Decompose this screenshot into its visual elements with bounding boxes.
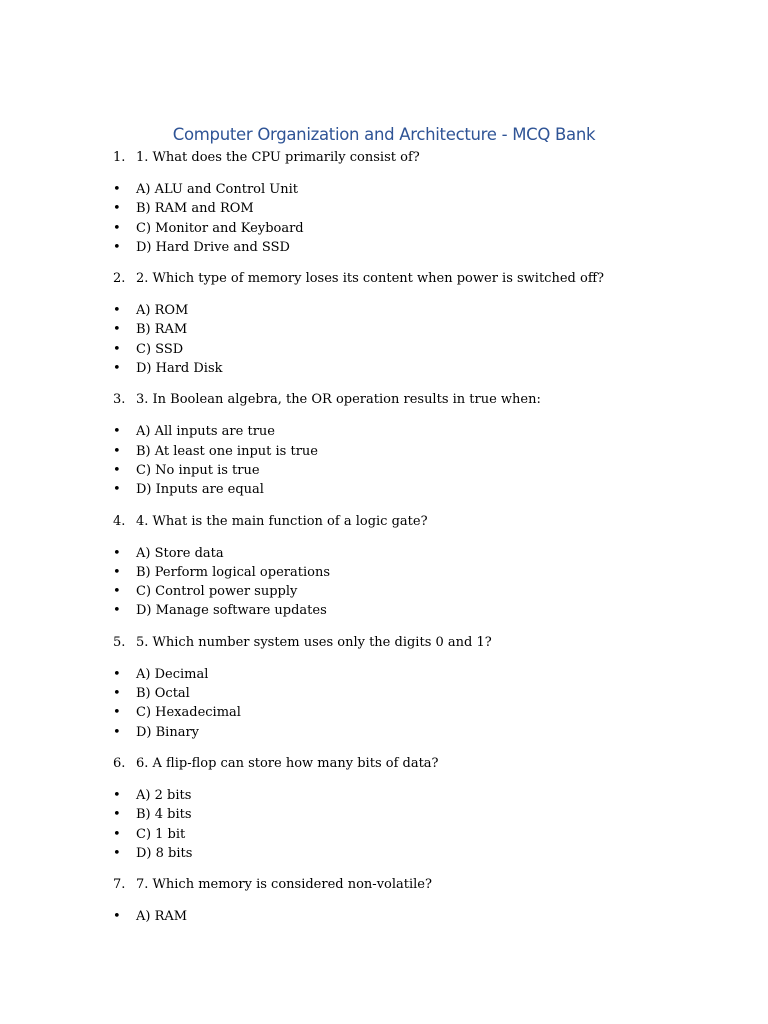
option-text: A) ROM: [136, 303, 189, 319]
option-item: [0, 844, 768, 863]
question-text: 1. What does the CPU primarily consist of?: [136, 150, 420, 165]
option-text: B) RAM and ROM: [136, 201, 254, 217]
question-number: 5.: [113, 634, 126, 650]
bullet-icon: •: [113, 239, 121, 255]
option-item: [0, 340, 768, 359]
option-item: [0, 422, 768, 441]
option-text: A) 2 bits: [136, 787, 192, 803]
question-line: [0, 390, 768, 410]
option-list: [0, 786, 768, 863]
bullet-icon: •: [113, 666, 121, 682]
bullet-icon: •: [113, 482, 121, 498]
option-text: C) 1 bit: [136, 826, 186, 842]
question-list: [0, 148, 768, 938]
option-text: A) All inputs are true: [136, 424, 275, 440]
option-item: [0, 805, 768, 824]
option-text: B) Octal: [136, 686, 190, 702]
option-item: [0, 825, 768, 844]
option-text: C) Hexadecimal: [136, 705, 241, 721]
question-number: 1.: [113, 150, 126, 165]
bullet-icon: •: [113, 845, 121, 861]
bullet-icon: •: [113, 462, 121, 478]
option-text: A) ALU and Control Unit: [136, 182, 298, 197]
question-line: [0, 269, 768, 289]
option-text: C) No input is true: [136, 462, 260, 478]
option-item: [0, 723, 768, 742]
bullet-icon: •: [113, 182, 121, 197]
bullet-icon: •: [113, 303, 121, 319]
option-item: [0, 601, 768, 620]
bullet-icon: •: [113, 424, 121, 440]
bullet-icon: •: [113, 787, 121, 803]
option-item: [0, 665, 768, 684]
question-item: [0, 633, 768, 742]
option-text: D) Hard Drive and SSD: [136, 239, 290, 255]
bullet-icon: •: [113, 603, 121, 619]
option-item: [0, 359, 768, 378]
bullet-icon: •: [113, 807, 121, 823]
option-text: A) RAM: [136, 909, 188, 925]
question-item: [0, 148, 768, 257]
option-list: [0, 665, 768, 742]
option-list: [0, 180, 768, 257]
option-list: [0, 907, 768, 926]
option-text: C) SSD: [136, 341, 184, 357]
option-item: [0, 238, 768, 257]
option-text: A) Store data: [136, 545, 224, 561]
option-item: [0, 461, 768, 480]
bullet-icon: •: [113, 826, 121, 842]
option-item: [0, 219, 768, 238]
bullet-icon: •: [113, 705, 121, 721]
bullet-icon: •: [113, 545, 121, 561]
question-number: 3.: [113, 392, 126, 408]
option-item: [0, 442, 768, 461]
option-item: [0, 563, 768, 582]
option-item: [0, 544, 768, 563]
question-text: 7. Which memory is considered non-volatile?: [136, 877, 432, 893]
option-text: C) Control power supply: [136, 584, 298, 600]
question-number: 4.: [113, 513, 126, 529]
option-text: B) RAM: [136, 322, 188, 338]
option-text: D) 8 bits: [136, 845, 193, 861]
question-item: [0, 875, 768, 926]
bullet-icon: •: [113, 443, 121, 459]
question-number: 2.: [113, 271, 126, 287]
question-line: [0, 148, 768, 168]
option-text: B) 4 bits: [136, 807, 192, 823]
option-text: D) Inputs are equal: [136, 482, 264, 498]
question-item: [0, 754, 768, 863]
bullet-icon: •: [113, 724, 121, 740]
bullet-icon: •: [113, 341, 121, 357]
option-text: B) At least one input is true: [136, 443, 318, 459]
option-item: [0, 480, 768, 499]
question-item: [0, 390, 768, 499]
question-item: [0, 512, 768, 621]
option-item: [0, 582, 768, 601]
bullet-icon: •: [113, 564, 121, 580]
bullet-icon: •: [113, 322, 121, 338]
option-text: A) Decimal: [136, 666, 209, 682]
option-item: [0, 907, 768, 926]
question-text: 5. Which number system uses only the digits 0 and 1?: [136, 634, 492, 650]
option-item: [0, 199, 768, 218]
option-item: [0, 180, 768, 199]
bullet-icon: •: [113, 201, 121, 217]
option-item: [0, 301, 768, 320]
question-number: 7.: [113, 877, 126, 893]
option-text: C) Monitor and Keyboard: [136, 220, 304, 236]
question-text: 4. What is the main function of a logic gate?: [136, 513, 428, 529]
question-text: 2. Which type of memory loses its content when power is switched off?: [136, 271, 605, 287]
question-line: [0, 633, 768, 653]
question-item: [0, 269, 768, 378]
option-item: [0, 684, 768, 703]
option-list: [0, 301, 768, 378]
question-line: [0, 754, 768, 774]
question-line: [0, 875, 768, 895]
document-title: Computer Organization and Architecture - MCQ Bank: [172, 125, 596, 144]
question-number: 6.: [113, 755, 126, 771]
option-item: [0, 786, 768, 805]
option-text: D) Hard Disk: [136, 361, 223, 377]
bullet-icon: •: [113, 361, 121, 377]
question-text: 6. A flip-flop can store how many bits of data?: [136, 755, 439, 771]
question-text: 3. In Boolean algebra, the OR operation results in true when:: [136, 392, 541, 408]
option-text: D) Binary: [136, 724, 200, 740]
question-line: [0, 512, 768, 532]
option-list: [0, 544, 768, 621]
option-item: [0, 320, 768, 339]
option-list: [0, 422, 768, 499]
bullet-icon: •: [113, 686, 121, 702]
option-text: B) Perform logical operations: [136, 564, 330, 580]
bullet-icon: •: [113, 584, 121, 600]
bullet-icon: •: [113, 909, 121, 925]
bullet-icon: •: [113, 220, 121, 236]
option-text: D) Manage software updates: [136, 603, 327, 619]
option-item: [0, 703, 768, 722]
